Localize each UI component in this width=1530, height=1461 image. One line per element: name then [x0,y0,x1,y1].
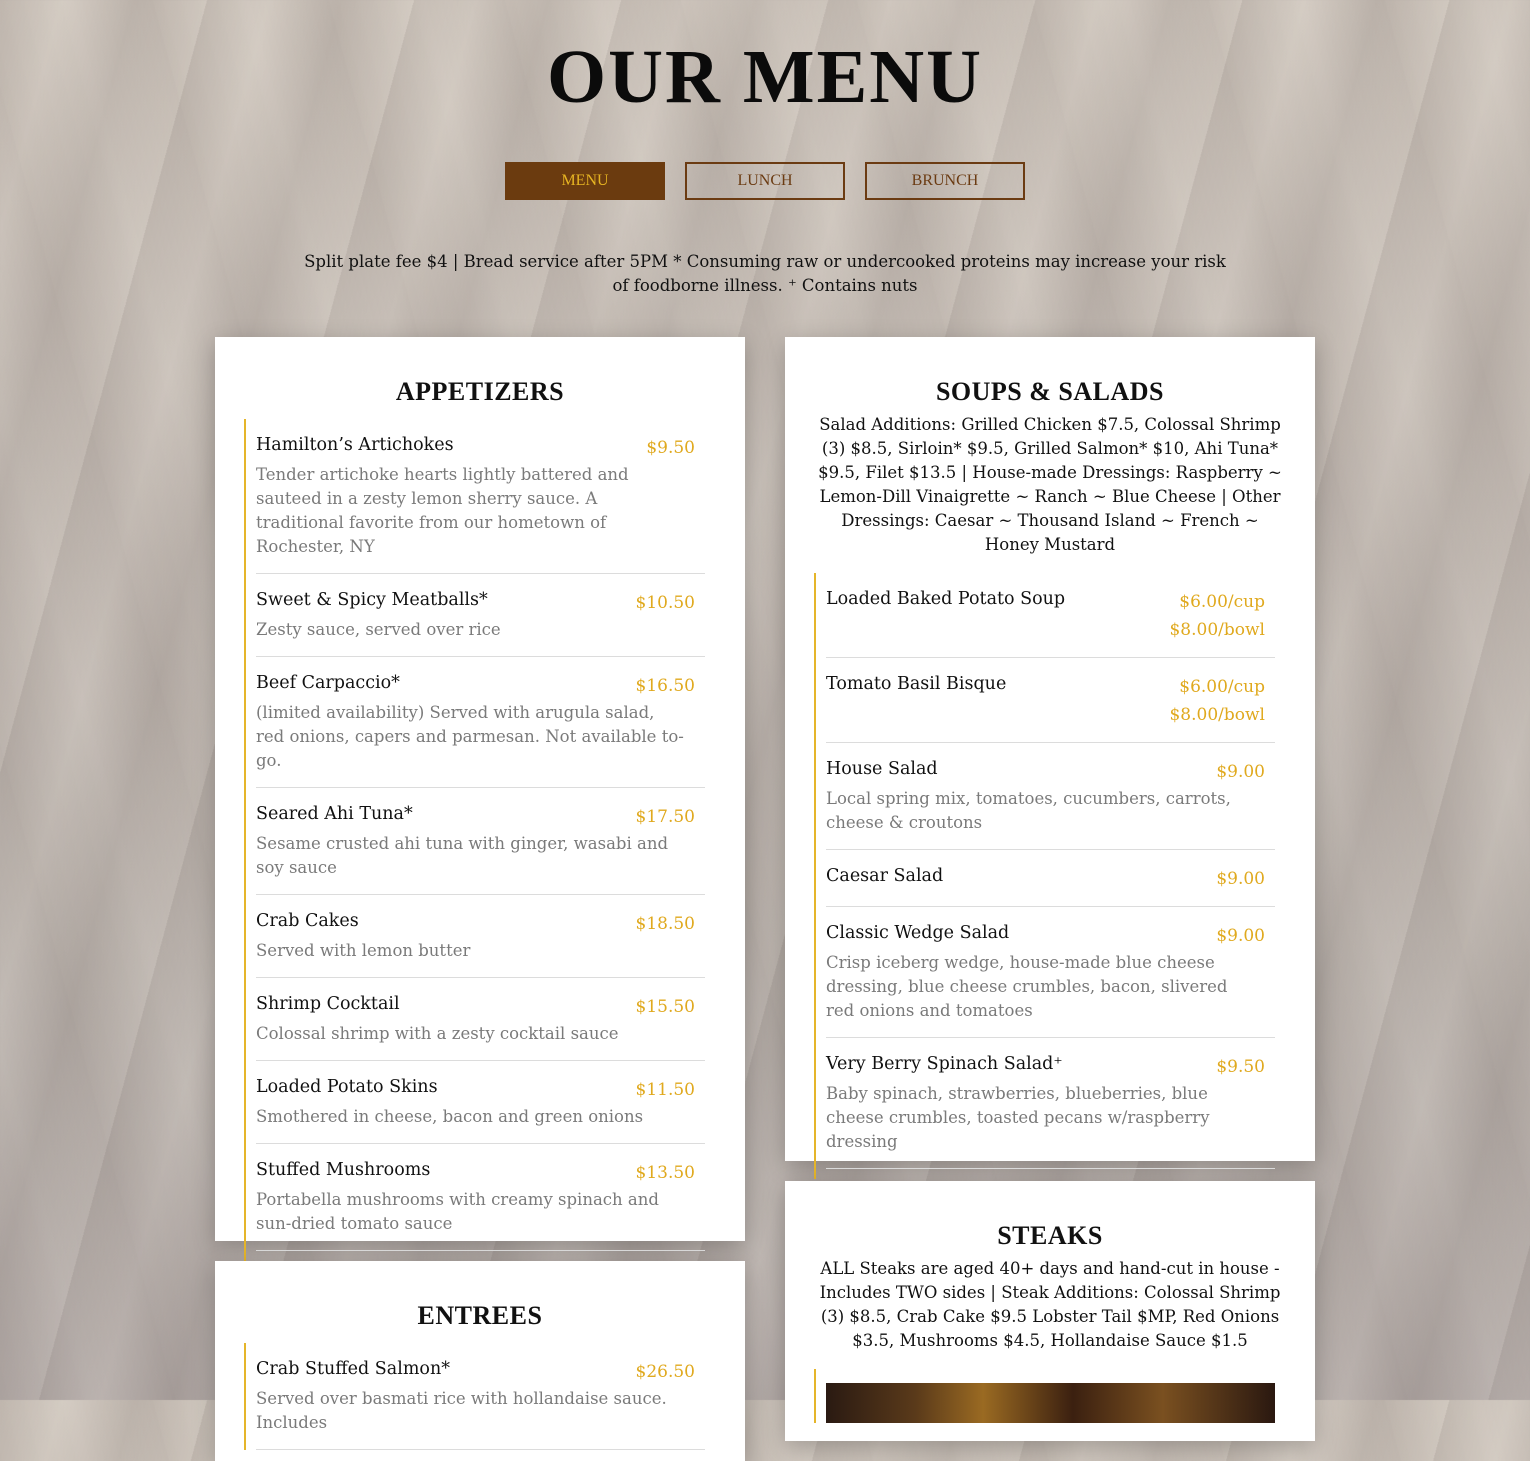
item-price: $10.50 [635,593,695,613]
item-price: $13.50 [635,1163,695,1183]
menu-notice: Split plate fee $4 | Bread service after 5PM * Consuming raw or undercooked proteins may increase your risk of foodborne illness. ⁺ Contains nuts [304,252,1226,295]
item-price: $9.50 [1216,1057,1265,1077]
item-description: Portabella mushrooms with creamy spinach and sun-dried tomato sauce [256,1190,659,1233]
menu-item [256,895,705,978]
item-description: Tender artichoke hearts lightly battered and sauteed in a zesty lemon sherry sauce. A traditional favorite from our hometown of Rochester, NY [256,465,629,556]
item-description: Baby spinach, strawberries, blueberries, blue cheese crumbles, toasted pecans w/raspberry dressing [826,1084,1210,1151]
entrees-title: ENTREES [417,1301,543,1330]
appetizers-list [244,419,705,1261]
item-price: $15.50 [635,997,695,1017]
item-name: Loaded Baked Potato Soup [826,589,1066,609]
menu-item [256,574,705,657]
item-description: (limited availability) Served with arugula salad, red onions, capers and parmesan. Not available to-go. [256,703,684,770]
soups-salads-card [785,337,1315,1161]
item-price: $11.50 [635,1080,695,1100]
steaks-card [785,1181,1315,1441]
item-price-cup: $6.00/cup [1179,592,1265,612]
steaks-title: STEAKS [997,1221,1103,1250]
soups-salads-title: SOUPS & SALADS [935,377,1165,406]
menu-item [256,978,705,1061]
item-price-bowl: $8.00/bowl [1169,620,1265,640]
tab-brunch[interactable]: BRUNCH [865,162,1025,200]
item-name: Sweet & Spicy Meatballs* [256,590,488,610]
menu-item [256,657,705,788]
page-title: OUR MENU [546,35,984,119]
item-description: Served with lemon butter [256,941,471,960]
item-description: Smothered in cheese, bacon and green onions [256,1107,644,1126]
item-description: Zesty sauce, served over rice [256,620,501,639]
item-name: House Salad [826,759,938,779]
item-name: Crab Cakes [256,911,359,931]
menu-item [256,788,705,895]
entrees-list [244,1343,705,1450]
item-name: Very Berry Spinach Salad⁺ [826,1054,1063,1074]
appetizers-title: APPETIZERS [395,377,565,406]
item-name: Loaded Potato Skins [256,1077,438,1097]
steaks-note: ALL Steaks are aged 40+ days and hand-cut in house - Includes TWO sides | Steak Additions: Colossal Shrimp (3) $8.5, Crab Cake $9.5 Lobster Tail $MP, Red Onions $3.5, Mushrooms $4.5, Hollandaise Sauce $1.5 [819,1259,1281,1350]
steak-image [826,1383,1275,1423]
tab-lunch[interactable]: LUNCH [685,162,845,200]
menu-item [256,1061,705,1144]
item-price: $9.00 [1216,869,1265,889]
menu-item [826,907,1275,1038]
item-name: Crab Stuffed Salmon* [256,1359,450,1379]
item-description: Local spring mix, tomatoes, cucumbers, carrots, cheese & croutons [826,789,1231,832]
soups-salads-list [814,573,1275,1179]
item-name: Tomato Basil Bisque [826,674,1007,694]
item-name: Caesar Salad [826,866,944,886]
item-name: Shrimp Cocktail [256,994,400,1014]
item-name: Seared Ahi Tuna* [256,804,413,824]
item-name: Hamilton’s Artichokes [256,435,454,455]
menu-item [826,573,1275,658]
item-name: Beef Carpaccio* [256,673,400,693]
salad-additions-note: Salad Additions: Grilled Chicken $7.5, Colossal Shrimp (3) $8.5, Sirloin* $9.5, Grilled Salmon* $10, Ahi Tuna* $9.5, Filet $13.5 | House-made Dressings: Raspberry ~ Lemon-Dill Vinaigrette ~ Ranch ~ Blue Cheese | Other Dressings: Caesar ~ Thousand Island ~ French ~ Honey Mustard [818,415,1282,554]
menu-item [826,743,1275,850]
item-price: $9.00 [1216,926,1265,946]
item-price-bowl: $8.00/bowl [1169,705,1265,725]
item-price: $9.00 [1216,762,1265,782]
menu-item [256,1343,705,1450]
appetizers-card [215,337,745,1241]
steaks-list [814,1369,1275,1423]
item-description: Served over basmati rice with hollandaise sauce. Includes [256,1389,667,1432]
item-description: Sesame crusted ahi tuna with ginger, wasabi and soy sauce [256,834,669,877]
item-name: Classic Wedge Salad [826,923,1010,943]
item-name: Stuffed Mushrooms [256,1160,431,1180]
menu-item [256,1144,705,1251]
menu-item [826,658,1275,743]
menu-item [826,1038,1275,1169]
item-price: $16.50 [635,676,695,696]
item-price: $9.50 [646,438,695,458]
menu-item [256,419,705,574]
menu-item [826,850,1275,907]
item-price: $26.50 [635,1362,695,1382]
tab-menu[interactable]: MENU [505,162,665,200]
entrees-card [215,1261,745,1461]
menu-tabs [505,162,1025,200]
item-price: $17.50 [635,807,695,827]
item-price: $18.50 [635,914,695,934]
item-price-cup: $6.00/cup [1179,677,1265,697]
item-description: Crisp iceberg wedge, house-made blue cheese dressing, blue cheese crumbles, bacon, slivered red onions and tomatoes [826,953,1228,1020]
item-description: Colossal shrimp with a zesty cocktail sauce [256,1024,619,1043]
